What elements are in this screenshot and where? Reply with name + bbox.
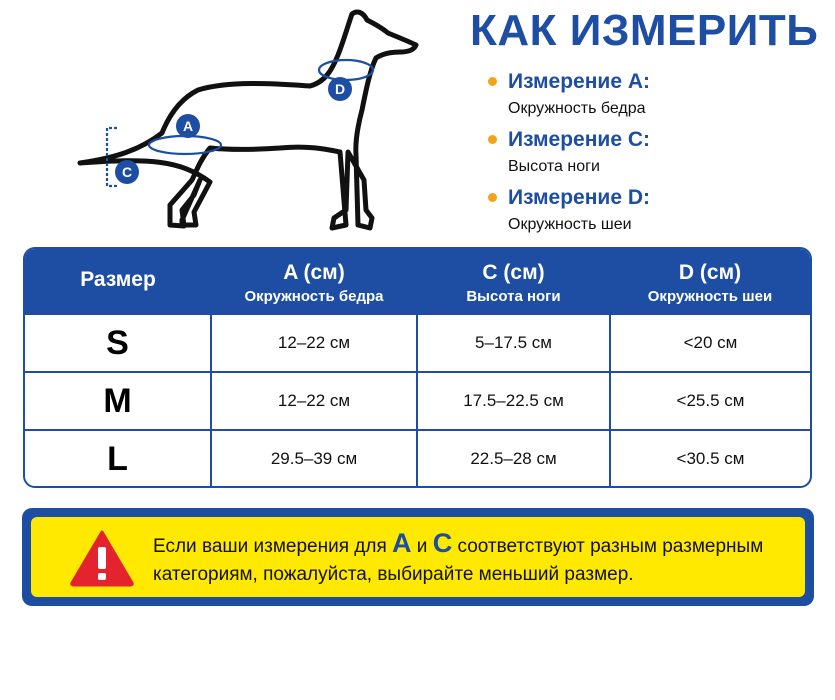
neck-ring bbox=[319, 60, 373, 80]
warning-inner bbox=[31, 517, 805, 597]
header-d-label: D (см) bbox=[678, 261, 742, 284]
header-a bbox=[211, 249, 417, 313]
measurement-title: Измерение A: bbox=[508, 70, 650, 93]
measurement-description: Окружность бедра bbox=[508, 100, 646, 117]
warning-text-part: и bbox=[411, 536, 433, 557]
measurement-item-c bbox=[488, 128, 818, 186]
warning-icon bbox=[69, 529, 135, 587]
measurement-list bbox=[488, 70, 818, 244]
measurement-title: Измерение C: bbox=[508, 128, 650, 151]
bullet-icon bbox=[488, 135, 497, 144]
svg-text:A: A bbox=[182, 118, 194, 134]
measurement-description: Окружность шеи bbox=[508, 216, 632, 233]
header-c-label: C (см) bbox=[482, 261, 545, 284]
header-a-sublabel: Окружность бедра bbox=[244, 288, 384, 305]
header-c-sublabel: Высота ноги bbox=[466, 288, 561, 305]
header-d-sublabel: Окружность шеи bbox=[647, 288, 773, 305]
cell-d: <30.5 см bbox=[676, 449, 745, 468]
warning-box bbox=[22, 508, 814, 606]
measurement-item-d bbox=[488, 186, 818, 244]
hip-ring bbox=[149, 136, 221, 154]
measurement-title: Измерение D: bbox=[508, 186, 650, 209]
svg-text:C: C bbox=[121, 164, 133, 180]
cell-size: M bbox=[103, 382, 132, 420]
header-a-label: A (см) bbox=[283, 261, 345, 284]
table-row bbox=[25, 371, 810, 429]
bullet-icon bbox=[488, 193, 497, 202]
svg-text:D: D bbox=[334, 81, 346, 97]
table-header bbox=[25, 249, 810, 313]
cell-a: 12–22 см bbox=[277, 333, 351, 352]
dog-diagram bbox=[70, 0, 430, 240]
marker-a bbox=[176, 114, 200, 138]
table-row bbox=[25, 429, 810, 487]
marker-c bbox=[115, 160, 139, 184]
cell-a: 12–22 см bbox=[277, 391, 351, 410]
measurement-description: Высота ноги bbox=[508, 158, 600, 175]
cell-size: S bbox=[106, 324, 129, 362]
cell-a: 29.5–39 см bbox=[270, 449, 358, 468]
header-d bbox=[610, 249, 810, 313]
warning-letter-c: C bbox=[432, 528, 453, 558]
header-c bbox=[417, 249, 610, 313]
measurement-item-a bbox=[488, 70, 818, 128]
cell-c: 17.5–22.5 см bbox=[463, 391, 564, 410]
cell-c: 22.5–28 см bbox=[470, 449, 557, 468]
table-row bbox=[25, 313, 810, 371]
marker-d bbox=[328, 77, 352, 101]
warning-text-part: Если ваши измерения для bbox=[153, 536, 393, 557]
warning-text-part: соответствуют разным размерным категориям, пожалуйста, выбирайте меньший размер. bbox=[153, 536, 764, 585]
dog-outline bbox=[80, 12, 416, 228]
size-table bbox=[23, 247, 812, 488]
cell-d: <25.5 см bbox=[676, 391, 745, 410]
warning-letter-a: A bbox=[392, 528, 412, 558]
cell-c: 5–17.5 см bbox=[475, 333, 552, 352]
cell-d: <20 см bbox=[683, 333, 738, 352]
warning-text bbox=[153, 529, 791, 589]
header-size bbox=[25, 249, 211, 313]
cell-size: L bbox=[107, 440, 128, 478]
bullet-icon bbox=[488, 77, 497, 86]
page-title: КАК ИЗМЕРИТЬ bbox=[470, 6, 819, 55]
header-size-label: Размер bbox=[80, 268, 156, 291]
